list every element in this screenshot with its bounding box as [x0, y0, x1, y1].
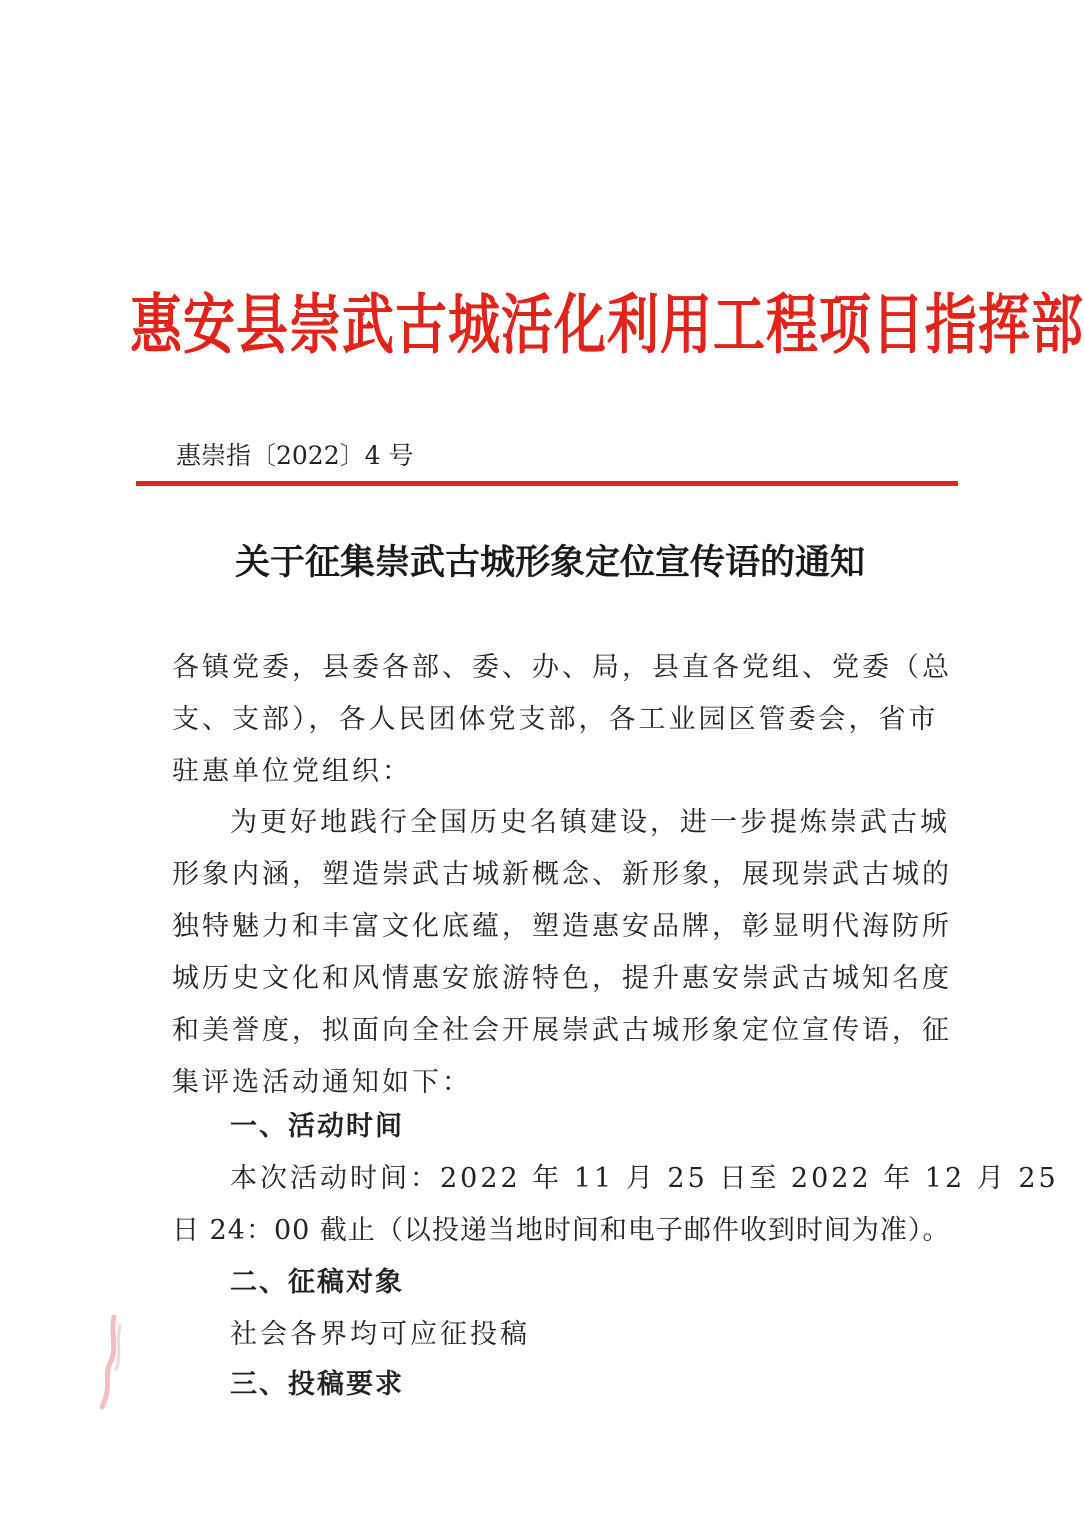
paragraph-line: 社会各界均可应征投稿: [230, 1319, 530, 1350]
paragraph-line: 本次活动时间：2022 年 11 月 25 日至 2022 年 12 月 25: [230, 1163, 1059, 1194]
paragraph-line: 日 24：00 截止（以投递当地时间和电子邮件收到时间为准）。: [172, 1215, 951, 1246]
paragraph-line: 和美誉度，拟面向全社会开展崇武古城形象定位宣传语，征: [172, 1015, 952, 1046]
organization-header: 惠安县崇武古城活化利用工程项目指挥部: [130, 288, 1084, 364]
paragraph-line: 独特魅力和丰富文化底蕴，塑造惠安品牌，彰显明代海防所: [172, 911, 952, 942]
seal-edge-mark: [92, 1315, 128, 1410]
paragraph-line: 集评选活动通知如下：: [172, 1067, 472, 1098]
document-number: 惠崇指〔2022〕4 号: [176, 441, 414, 470]
section-activity-time: [172, 1104, 1059, 1254]
recipients-line: 支、支部），各人民团体党支部，各工业园区管委会，省市: [172, 704, 939, 735]
section-requirements: [172, 1362, 928, 1412]
recipients-block: [172, 645, 952, 795]
paragraph-line: 形象内涵，塑造崇武古城新概念、新形象，展现崇武古城的: [172, 859, 952, 890]
section-submitters: [172, 1260, 928, 1360]
section-heading: 三、投稿要求: [230, 1369, 404, 1400]
paragraph-line: 为更好地践行全国历史名镇建设，进一步提炼崇武古城: [230, 807, 950, 838]
notice-title: 关于征集崇武古城形象定位宣传语的通知: [234, 542, 865, 583]
paragraph-line: 城历史文化和风情惠安旅游特色，提升惠安崇武古城知名度: [172, 963, 952, 994]
recipients-line: 驻惠单位党组织：: [172, 756, 412, 787]
section-heading: 二、征稿对象: [230, 1267, 404, 1298]
red-divider-line: [136, 481, 958, 486]
intro-paragraph: [172, 800, 952, 1100]
section-heading: 一、活动时间: [230, 1111, 404, 1142]
recipients-line: 各镇党委，县委各部、委、办、局，县直各党组、党委（总: [172, 652, 952, 683]
